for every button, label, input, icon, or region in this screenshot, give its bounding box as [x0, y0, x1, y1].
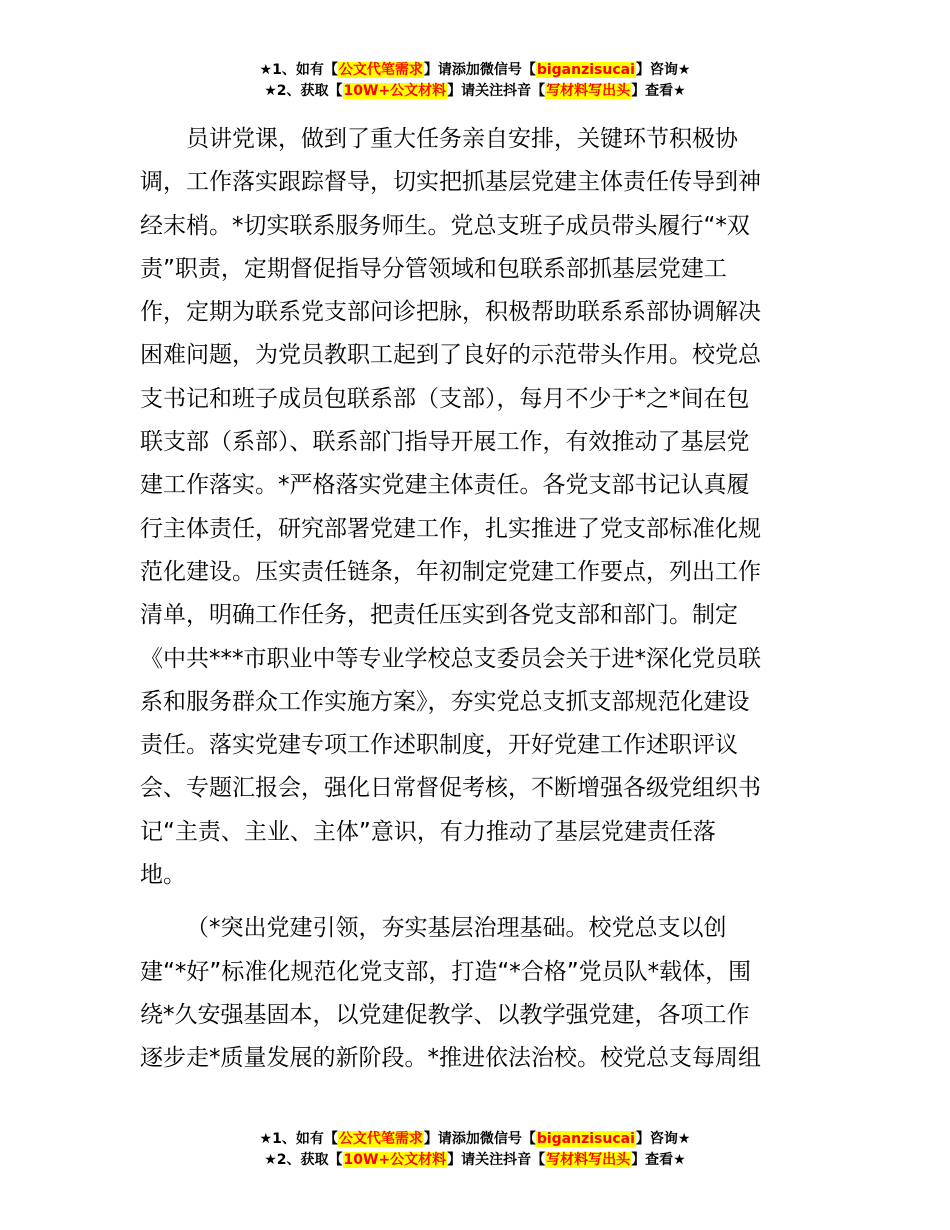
footer-line-1-prefix: ★1、如有【	[259, 1131, 338, 1147]
body-line: 建工作落实。*严格落实党建主体责任。各党支部书记认真履	[140, 472, 750, 499]
body-line: 责”职责，定期督促指导分管领域和包联系部抓基层党建工	[140, 255, 727, 282]
body-line: 支书记和班子成员包联系部（支部），每月不少于*之*间在包	[140, 385, 750, 412]
body-line: 会、专题汇报会，强化日常督促考核，不断增强各级党组织书	[140, 775, 761, 802]
body-line: 逐步走*质量发展的新阶段。*推进依法治校。校党总支每周组	[140, 1045, 761, 1072]
body-line: 联支部（系部）、联系部门指导开展工作，有效推动了基层党	[140, 429, 750, 456]
footer-banner	[0, 1129, 950, 1171]
body-line: 记“主责、主业、主体”意识，有力推动了基层党建责任落	[140, 818, 716, 845]
header-banner	[0, 60, 950, 102]
footer-line-1-middle: 】请添加微信号【	[423, 1131, 536, 1147]
body-line: 《中共***市职业中等专业学校总支委员会关于进*深化党员联	[140, 645, 761, 672]
footer-materials-highlight: 10W+公文材料	[343, 1152, 447, 1168]
body-line: 责任。落实党建专项工作述职制度，开好党建工作述职评议	[140, 732, 738, 759]
header-line-2-middle: 】请关注抖音【	[447, 83, 546, 99]
footer-line-2-prefix: ★2、获取【	[264, 1152, 343, 1168]
header-materials-highlight: 10W+公文材料	[343, 83, 447, 99]
header-line-1-middle: 】请添加微信号【	[423, 62, 536, 78]
body-line: 建“*好”标准化规范化党支部，打造“*合格”党员队*载体，围	[140, 958, 752, 985]
body-line: 经末梢。*切实联系服务师生。党总支班子成员带头履行“*双	[140, 212, 750, 239]
footer-wechat-id: biganzisucai	[536, 1131, 635, 1147]
header-service-highlight: 公文代笔需求	[338, 62, 423, 78]
body-line: 调，工作落实跟踪督导，切实把抓基层党建主体责任传导到神	[140, 169, 761, 196]
body-line: 地。	[140, 862, 186, 889]
paragraph-gap	[140, 897, 815, 907]
header-line-1	[0, 60, 950, 81]
footer-line-2	[0, 1150, 950, 1171]
body-line: （*突出党建引领，夯实基层治理基础。校党总支以创	[186, 915, 727, 942]
document-body	[140, 118, 815, 1081]
footer-douyin-account: 写材料写出头	[546, 1152, 631, 1168]
header-douyin-account: 写材料写出头	[546, 83, 631, 99]
body-line: 清单，明确工作任务，把责任压实到各党支部和部门。制定	[140, 602, 738, 629]
body-line: 困难问题，为党员教职工起到了良好的示范带头作用。校党总	[140, 342, 761, 369]
header-wechat-id: biganzisucai	[536, 62, 635, 78]
body-line: 系和服务群众工作实施方案》，夯实党总支抓支部规范化建设	[140, 688, 750, 715]
body-line: 员讲党课，做到了重大任务亲自安排，关键环节积极协	[186, 126, 738, 152]
footer-service-highlight: 公文代笔需求	[338, 1131, 423, 1147]
paragraph-1	[140, 118, 815, 897]
body-line: 行主体责任，研究部署党建工作，扎实推进了党支部标准化规	[140, 515, 761, 542]
header-line-2-prefix: ★2、获取【	[264, 83, 343, 99]
footer-line-2-suffix: 】查看★	[631, 1152, 686, 1168]
body-line: 范化建设。压实责任链条，年初制定党建工作要点，列出工作	[140, 558, 761, 585]
footer-line-1-suffix: 】咨询★	[635, 1131, 691, 1147]
footer-line-1	[0, 1129, 950, 1150]
body-line: 绕*久安强基固本，以党建促教学、以教学强党建，各项工作	[140, 1001, 750, 1028]
footer-line-2-middle: 】请关注抖音【	[447, 1152, 546, 1168]
header-line-2-suffix: 】查看★	[631, 83, 686, 99]
header-line-1-prefix: ★1、如有【	[259, 62, 338, 78]
header-line-2	[0, 81, 950, 102]
body-line: 作，定期为联系党支部问诊把脉，积极帮助联系系部协调解决	[140, 299, 761, 326]
paragraph-2	[140, 907, 815, 1080]
header-line-1-suffix: 】咨询★	[635, 62, 691, 78]
